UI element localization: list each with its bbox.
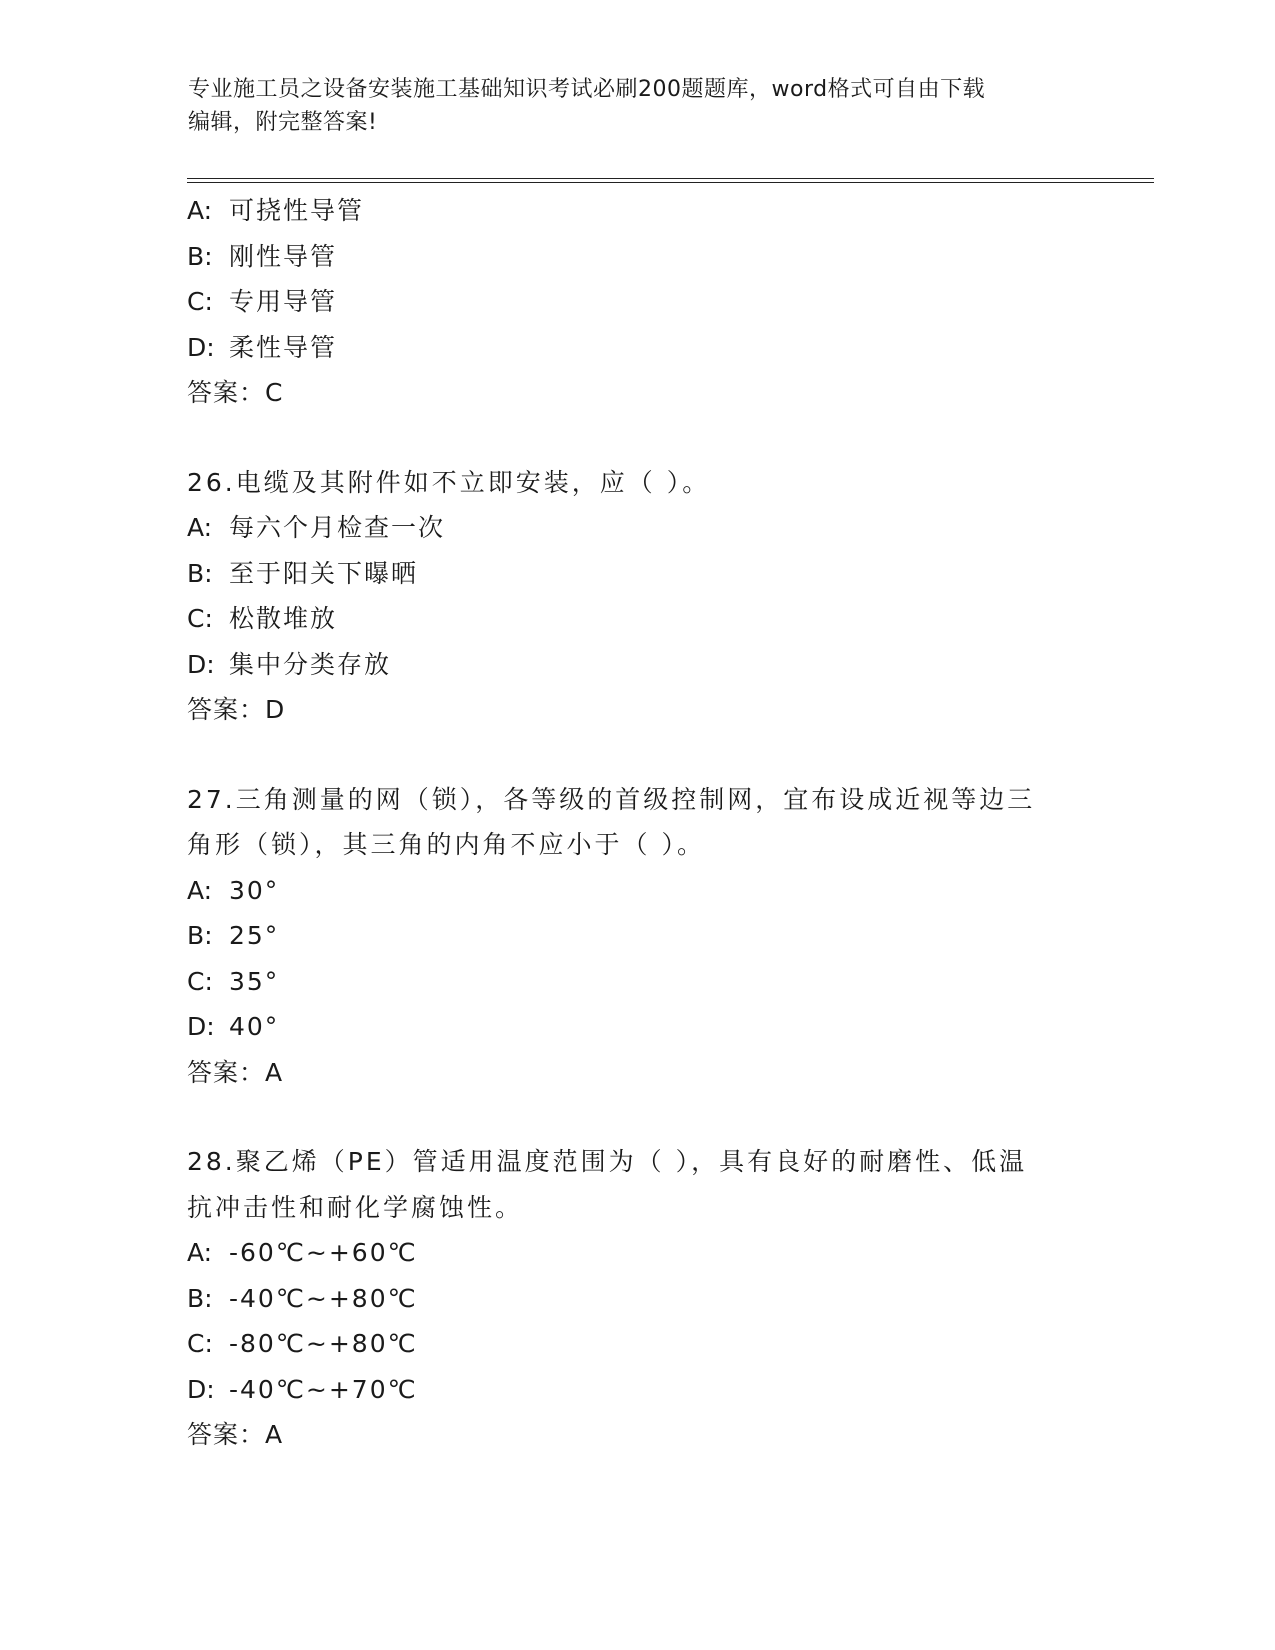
option-text: 可挠性导管: [229, 196, 365, 225]
option-key: B:: [187, 921, 213, 950]
spacer: [187, 733, 1087, 777]
option-text: -60℃~+60℃: [229, 1238, 418, 1267]
header-line-1: 专业施工员之设备安装施工基础知识考试必刷200题题库，word格式可自由下载: [188, 77, 986, 102]
option-key: D:: [187, 1012, 215, 1041]
question-stem-line-1: 28.聚乙烯（PE）管适用温度范围为（ ），具有良好的耐磨性、低温: [187, 1147, 1028, 1176]
option-text: 刚性导管: [229, 241, 338, 271]
option-text: 松散堆放: [229, 604, 338, 633]
option-b: [187, 913, 1087, 959]
option-text: 集中分类存放: [229, 649, 392, 679]
option-key: C:: [187, 966, 213, 996]
document-header: [188, 73, 1088, 139]
option-d: [187, 1367, 1087, 1413]
option-text: 柔性导管: [229, 332, 338, 362]
question-list: [187, 188, 1087, 1458]
option-text: 至于阳关下曝晒: [229, 558, 419, 588]
option-a: [187, 868, 1087, 914]
answer-line: 答案：C: [187, 378, 284, 407]
option-c: [187, 959, 1087, 1005]
question-26: [187, 460, 1087, 733]
option-key: A:: [187, 875, 213, 905]
option-a: [187, 1230, 1087, 1276]
answer-line: 答案：A: [187, 1057, 284, 1087]
option-text: 30°: [229, 875, 280, 905]
option-key: B:: [187, 558, 213, 588]
question-stem-line-2: 角形（锁），其三角的内角不应小于（ ）。: [187, 830, 705, 859]
option-b: [187, 234, 1087, 280]
answer-line: 答案：D: [187, 695, 286, 724]
question-stem-line-1: 27.三角测量的网（锁），各等级的首级控制网，宜布设成近视等边三: [187, 784, 1036, 814]
option-text: 每六个月检查一次: [229, 513, 446, 542]
option-key: C:: [187, 287, 213, 316]
option-key: D:: [187, 332, 215, 362]
option-c: [187, 279, 1087, 325]
spacer: [187, 416, 1087, 460]
option-key: A:: [187, 1238, 213, 1267]
option-key: A:: [187, 196, 213, 225]
option-a: [187, 188, 1087, 234]
option-key: B:: [187, 1283, 213, 1313]
option-key: B:: [187, 241, 213, 271]
spacer: [187, 1095, 1087, 1139]
header-line-2: 编辑，附完整答案!: [188, 110, 378, 135]
option-text: 专用导管: [229, 287, 338, 316]
answer-line: 答案：A: [187, 1420, 284, 1449]
option-text: -40℃~+70℃: [229, 1374, 418, 1404]
option-text: 25°: [229, 921, 280, 950]
option-b: [187, 551, 1087, 597]
header-divider: [187, 178, 1154, 183]
option-d: [187, 325, 1087, 371]
option-text: 35°: [229, 966, 280, 996]
option-text: 40°: [229, 1012, 280, 1041]
option-key: C:: [187, 604, 213, 633]
option-c: [187, 1321, 1087, 1367]
question-stem-line-2: 抗冲击性和耐化学腐蚀性。: [187, 1192, 524, 1222]
question-25: [187, 188, 1087, 416]
option-text: -40℃~+80℃: [229, 1283, 418, 1313]
question-28: [187, 1139, 1087, 1458]
option-d: [187, 1004, 1087, 1050]
option-text: -80℃~+80℃: [229, 1329, 418, 1358]
option-key: D:: [187, 649, 215, 679]
option-key: D:: [187, 1374, 215, 1404]
option-c: [187, 596, 1087, 642]
option-a: [187, 505, 1087, 551]
question-27: [187, 777, 1087, 1096]
option-d: [187, 642, 1087, 688]
option-key: C:: [187, 1329, 213, 1358]
question-stem: 26.电缆及其附件如不立即安装，应（ ）。: [187, 467, 711, 497]
option-key: A:: [187, 513, 213, 542]
option-b: [187, 1276, 1087, 1322]
